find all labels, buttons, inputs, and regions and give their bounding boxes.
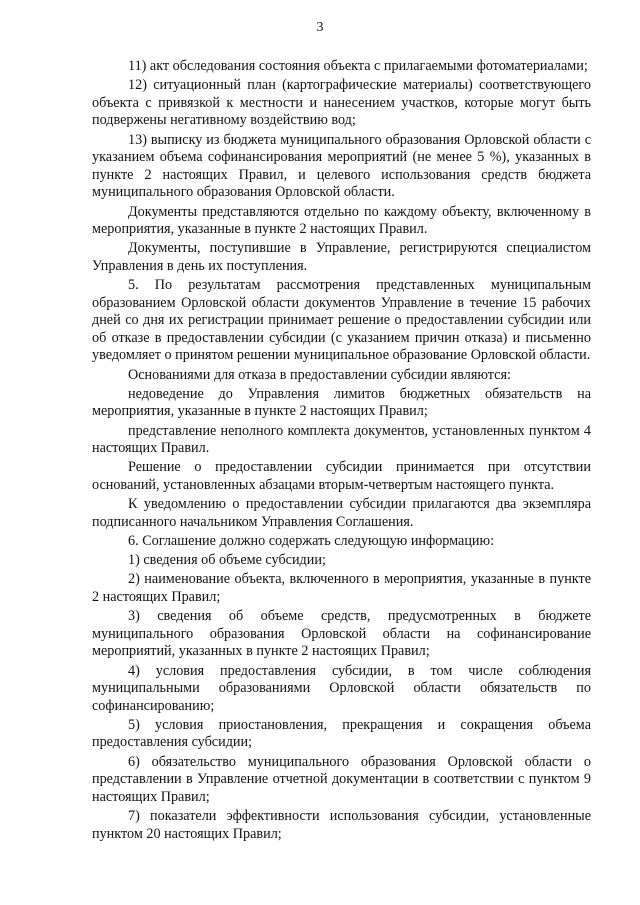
paragraph: 5) условия приостановления, прекращения и сокращения объема предоставления субсидии; <box>92 716 591 751</box>
paragraph: 6. Соглашение должно содержать следующую информацию: <box>128 532 495 549</box>
paragraph: 2) наименование объекта, включенного в мероприятия, указанные в пункте 2 настоящих Правил; <box>92 571 591 605</box>
paragraph: Основаниями для отказа в предоставлении субсидии являются: <box>128 366 511 383</box>
paragraph: 6) обязательство муниципального образования Орловской области о представлении в Управление отчетной документации в соответствии с пунктом 9 настоящих Правил; <box>92 753 591 805</box>
paragraph: 11) акт обследования состояния объекта с прилагаемыми фотоматериалами; <box>128 58 588 74</box>
paragraph: Документы представляются отдельно по каждому объекту, включенному в мероприятия, указанные в пункте 2 настоящих Правил. <box>92 203 591 238</box>
paragraph: 13) выписку из бюджета муниципального образования Орловской области с указанием объема софинансирования мероприятий (не менее 5 %), указанных в пункте 2 настоящих Правил, и целевого использования средств бюджета муниципального образования Орловской области. <box>92 131 591 201</box>
document-body <box>92 58 591 845</box>
paragraph: К уведомлению о предоставлении субсидии прилагаются два экземпляра подписанного начальником Управления Соглашения. <box>92 496 591 530</box>
paragraph: 1) сведения об объеме субсидии; <box>128 552 326 569</box>
paragraph: 12) ситуационный план (картографические материалы) соответствующего объекта с привязкой к местности и нанесением участков, которые могут быть подвержены негативному воздействию вод; <box>92 77 591 129</box>
page-number: 3 <box>316 20 324 35</box>
paragraph: 3) сведения об объеме средств, предусмотренных в бюджете муниципального образования Орловской области на софинансирование мероприятий, указанных в пункте 2 настоящих Правил; <box>92 608 591 660</box>
paragraph: 7) показатели эффективности использования субсидии, установленные пунктом 20 настоящих Правил; <box>92 808 591 842</box>
paragraph: Решение о предоставлении субсидии принимается при отсутствии оснований, установленных абзацами вторым-четвертым настоящего пункта. <box>92 459 591 493</box>
paragraph: недоведение до Управления лимитов бюджетных обязательств на мероприятия, указанные в пункте 2 настоящих Правил; <box>92 385 591 420</box>
paragraph: 5. По результатам рассмотрения представленных муниципальным образованием Орловской области документов Управление в течение 15 рабочих дней со дня их регистрации принимает решение о предоставлении субсидии или об отказе в предоставлении субсидии (с указанием причин отказа) и письменно уведомляет о принятом решении муниципальное образование Орловской области. <box>92 277 591 364</box>
paragraph: Документы, поступившие в Управление, регистрируются специалистом Управления в день их поступления. <box>92 240 591 274</box>
paragraph: 4) условия предоставления субсидии, в том числе соблюдения муниципальными образованиями Орловской области обязательств по софинансированию; <box>92 662 591 714</box>
paragraph: представление неполного комплекта документов, установленных пунктом 4 настоящих Правил. <box>92 422 591 457</box>
